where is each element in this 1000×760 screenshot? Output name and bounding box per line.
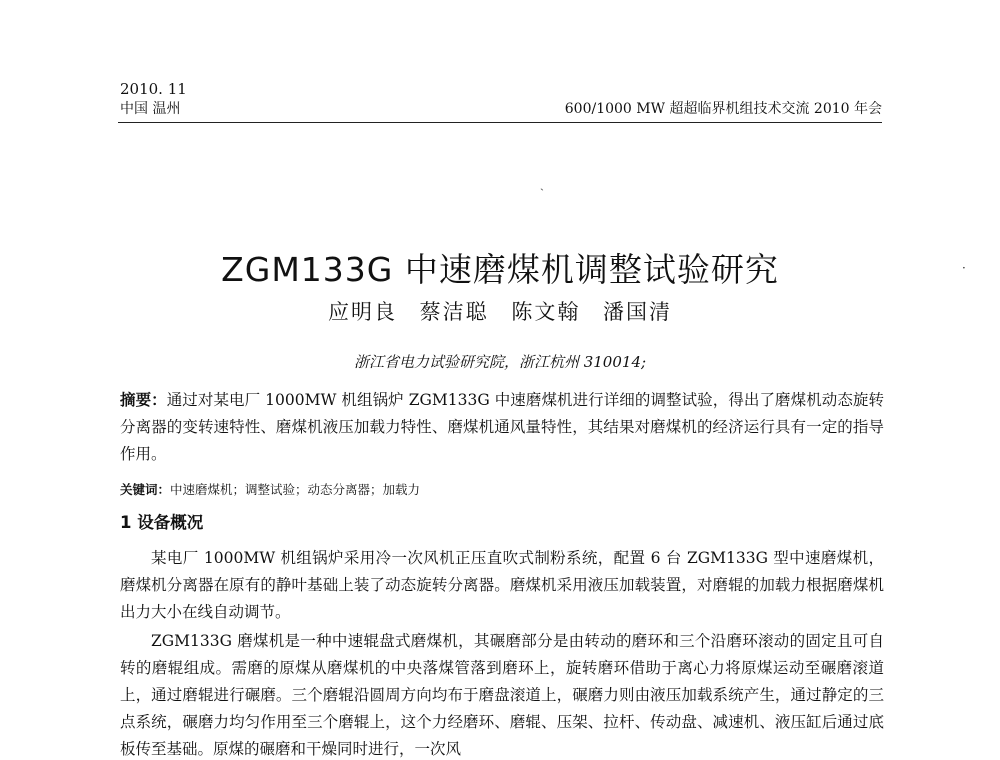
header-date: 2010. 11 [120,80,187,98]
affiliation: 浙江省电力试验研究院，浙江杭州 310014; [353,353,647,371]
header-rule [118,122,882,123]
header-location: 中国 温州 [120,101,181,117]
abstract-text: 通过对某电厂 1000MW 机组锅炉 ZGM133G 中速磨煤机进行详细的调整试验，得出了磨煤机动态旋转分离器的变转速特性、磨煤机液压加载力特性、磨煤机通风量特性，其结果对磨煤机的经济运行具有一定的指导作用。 [120,391,884,463]
keywords-label: 关键词： [120,482,171,497]
body-paragraph: 某电厂 1000MW 机组锅炉采用冷一次风机正压直吹式制粉系统，配置 6 台 ZGM133G 型中速磨煤机，磨煤机分离器在原有的静叶基础上装了动态旋转分离器。磨煤机采用液压加载装置，对磨辊的加载力根据磨煤机出力大小在线自动调节。 [120,549,884,621]
body-paragraph: ZGM133G 磨煤机是一种中速辊盘式磨煤机，其碾磨部分是由转动的磨环和三个沿磨环滚动的固定且可自转的磨辊组成。需磨的原煤从磨煤机的中央落煤管落到磨环上，旋转磨环借助于离心力将原煤运动至碾磨滚道上，通过磨辊进行碾磨。三个磨辊沿圆周方向均布于磨盘滚道上，碾磨力则由液压加载系统产生，通过静定的三点系统，碾磨力均匀作用至三个磨辊上，这个力经磨环、磨辊、压架、拉杆、传动盘、减速机、液压缸后通过底板传至基础。原煤的碾磨和干燥同时进行，一次风 [120,632,884,758]
abstract-label: 摘要： [120,390,167,409]
abstract [120,386,884,468]
header-conference: 600/1000 MW 超超临界机组技术交流 2010 年会 [564,101,882,117]
section-heading: 1 设备概况 [120,513,204,532]
paper-title: ZGM133G 中速磨煤机调整试验研究 [221,250,779,290]
keywords-text: 中速磨煤机；调整试验；动态分离器；加载力 [170,482,421,497]
scan-speck: ˏ [540,177,544,191]
scan-speck: · [962,261,966,275]
author-list: 应明良 蔡洁聪 陈文翰 潘国清 [327,300,673,324]
keywords [120,481,884,499]
